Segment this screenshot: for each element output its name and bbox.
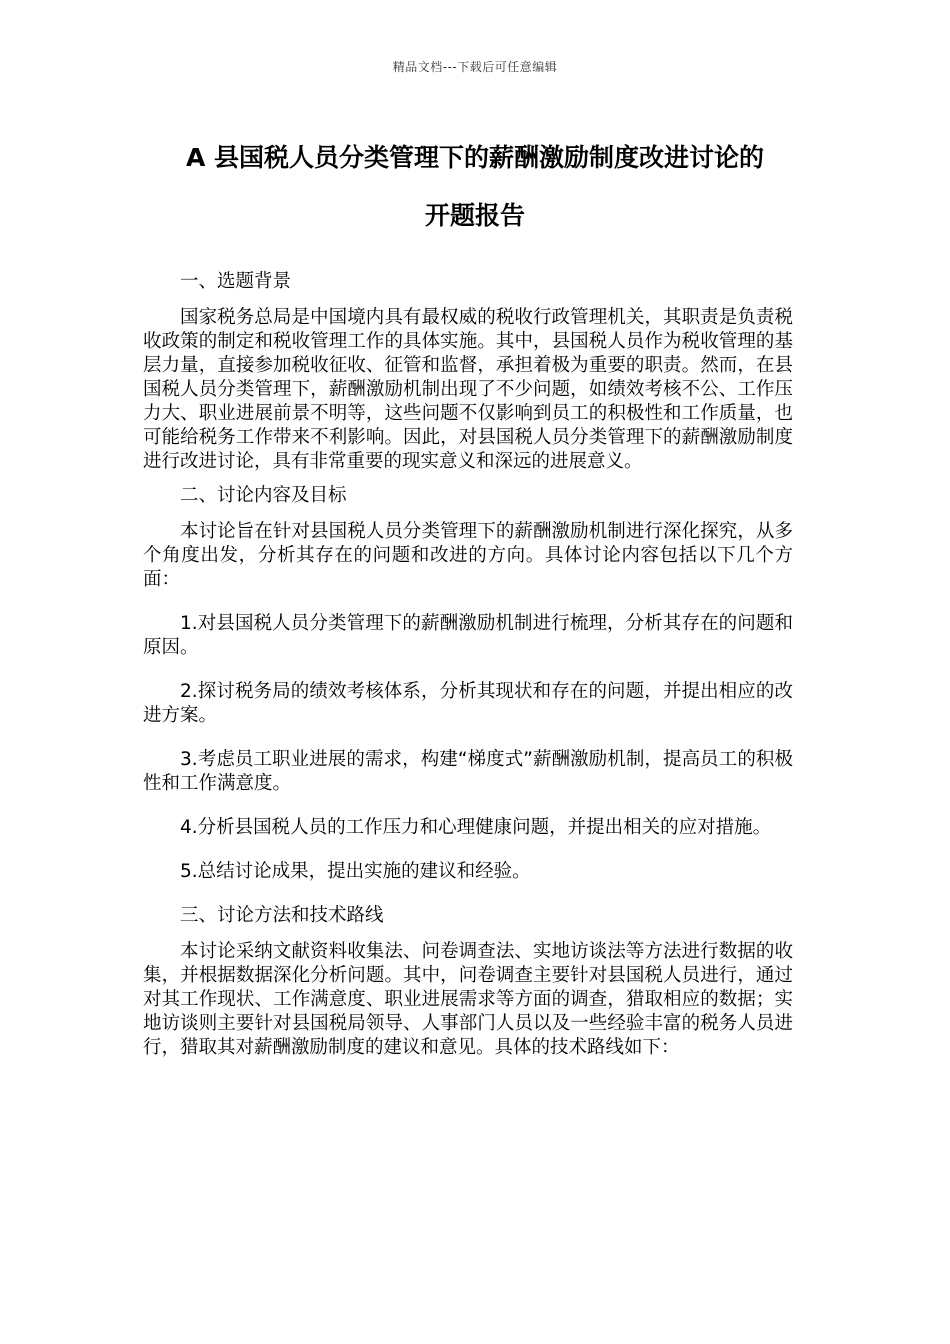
methods-paragraph: 本讨论采纳文献资料收集法、问卷调查法、实地访谈法等方法进行数据的收集，并根据数据深化分析问题。其中，问卷调查主要针对县国税人员进行，通过对其工作现状、工作满意度、职业进展需求等方面的调查，猎取相应的数据；实地访谈则主要针对县国税局领导、人事部门人员以及一些经验丰富的税务人员进行，猎取其对薪酬激励制度的建议和意见。具体的技术路线如下： xyxy=(143,941,793,1058)
document-title-line-2: 开题报告 xyxy=(424,201,525,230)
content-item-5: 5.总结讨论成果，提出实施的建议和经验。 xyxy=(180,861,531,882)
document-title-line-1: A 县国税人员分类管理下的薪酬激励制度改进讨论的 xyxy=(185,143,765,172)
content-intro-paragraph: 本讨论旨在针对县国税人员分类管理下的薪酬激励机制进行深化探究，从多个角度出发，分析其存在的问题和改进的方向。具体讨论内容包括以下几个方面： xyxy=(143,521,793,590)
document-body xyxy=(143,270,793,1070)
content-item-2: 2.探讨税务局的绩效考核体系，分析其现状和存在的问题，并提出相应的改进方案。 xyxy=(143,681,793,726)
background-paragraph: 国家税务总局是中国境内具有最权威的税收行政管理机关，其职责是负责税收政策的制定和税收管理工作的具体实施。其中，县国税人员作为税收管理的基层力量，直接参加税收征收、征管和监督，承担着极为重要的职责。然而，在县国税人员分类管理下，薪酬激励机制出现了不少问题，如绩效考核不公、工作压力大、职业进展前景不明等，这些问题不仅影响到员工的积极性和工作质量，也可能给税务工作带来不利影响。因此，对县国税人员分类管理下的薪酬激励制度进行改进讨论，具有非常重要的现实意义和深远的进展意义。 xyxy=(143,307,793,472)
section-heading-methods: 三、讨论方法和技术路线 xyxy=(180,905,384,926)
section-heading-content-goals: 二、讨论内容及目标 xyxy=(180,485,347,506)
page-header-note: 精品文档---下载后可任意编辑 xyxy=(392,60,558,74)
content-item-4: 4.分析县国税人员的工作压力和心理健康问题，并提出相关的应对措施。 xyxy=(180,817,772,838)
content-item-1: 1.对县国税人员分类管理下的薪酬激励机制进行梳理，分析其存在的问题和原因。 xyxy=(143,613,793,658)
section-heading-background: 一、选题背景 xyxy=(180,271,292,292)
content-item-3: 3.考虑员工职业进展的需求，构建“梯度式”薪酬激励机制，提高员工的积极性和工作满意度。 xyxy=(143,749,793,794)
